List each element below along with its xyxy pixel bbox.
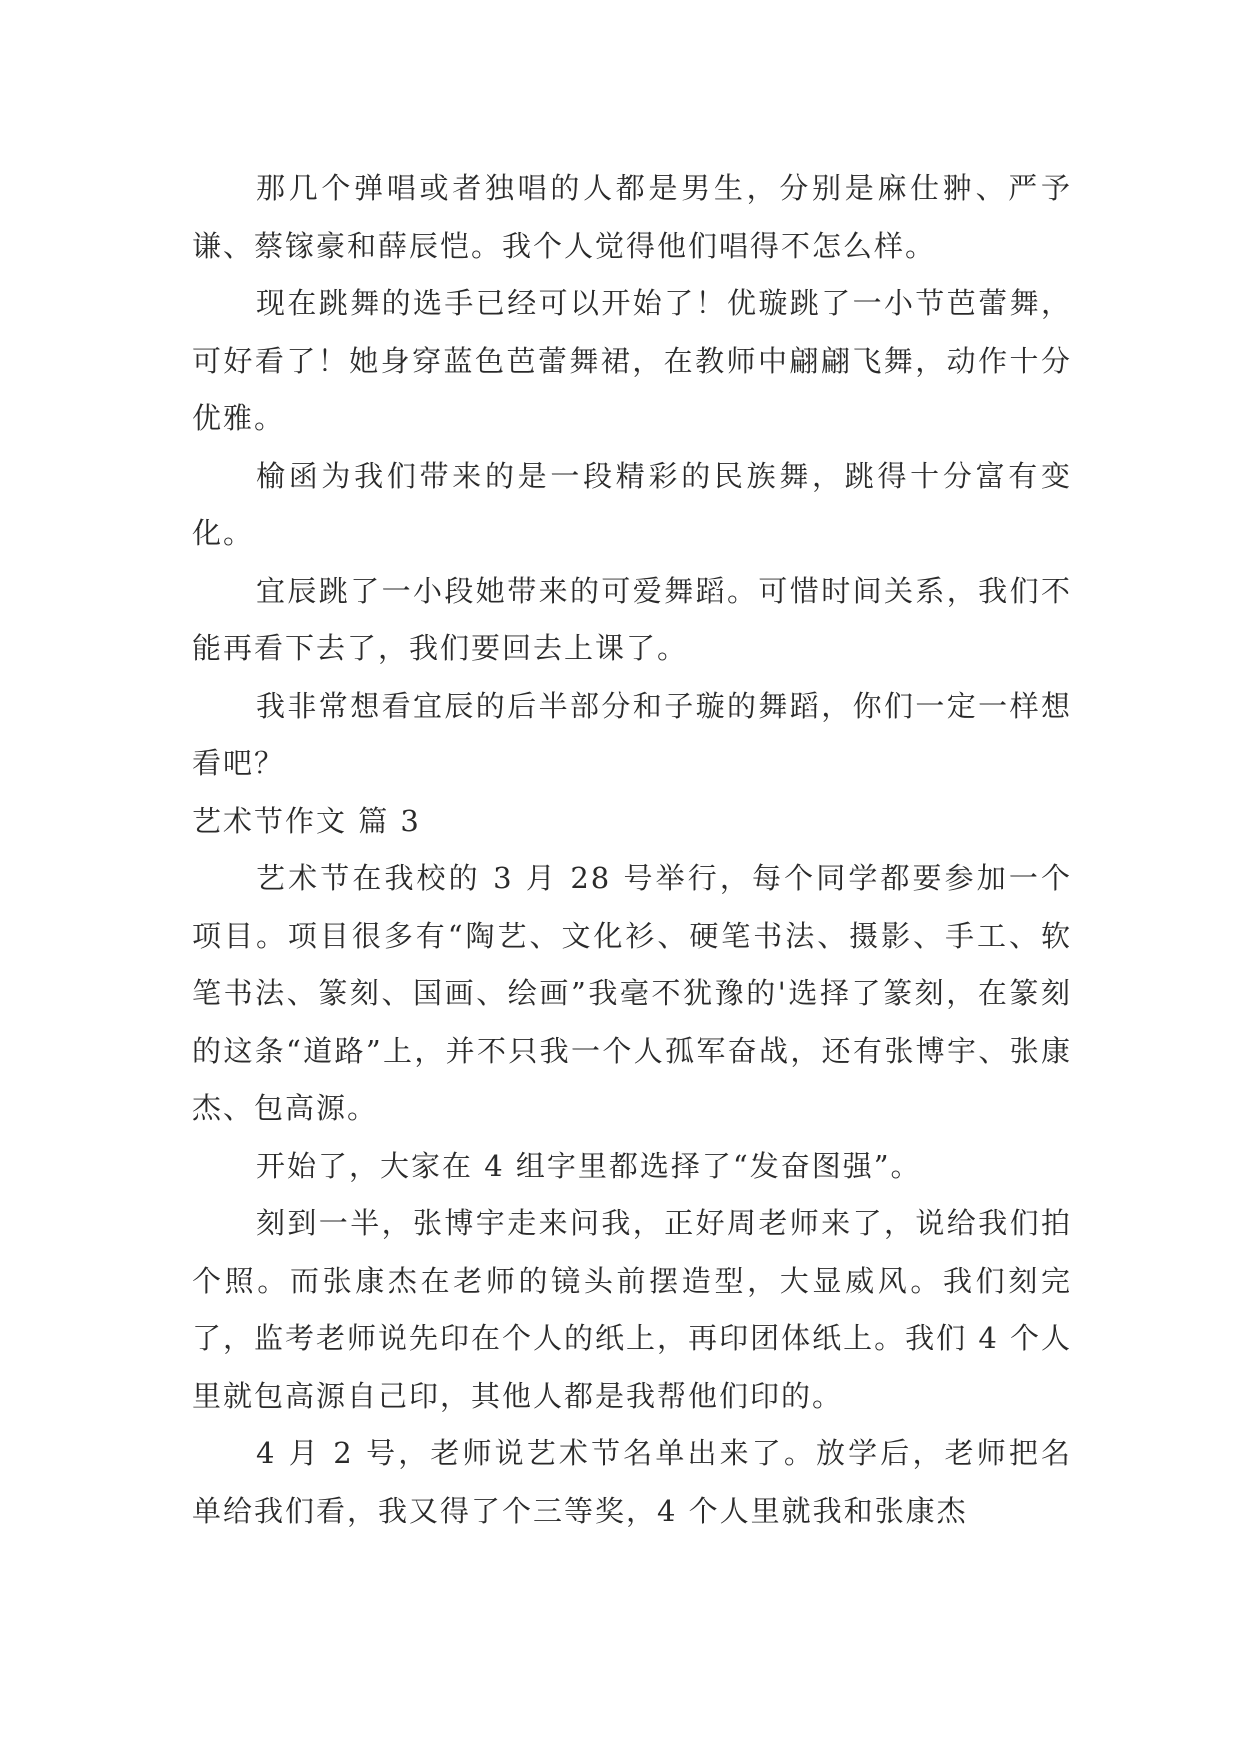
paragraph-ballet: 现在跳舞的选手已经可以开始了！优璇跳了一小节芭蕾舞，可好看了！她身穿蓝色芭蕾舞裙，在教师中翩翩飞舞，动作十分优雅。	[192, 286, 1072, 435]
paragraph-carving: 刻到一半，张博宇走来问我，正好周老师来了，说给我们拍个照。而张康杰在老师的镜头前摆造型，大显威风。我们刻完了，监考老师说先印在个人的纸上，再印团体纸上。我们 4 个人里就包高源自己印，其他人都是我帮他们印的。	[192, 1206, 1072, 1413]
paragraph-results: 4 月 2 号，老师说艺术节名单出来了。放学后，老师把名单给我们看，我又得了个三等奖，4 个人里就我和张康杰	[192, 1436, 1072, 1528]
paragraph-wish: 我非常想看宜辰的后半部分和子璇的舞蹈，你们一定一样想看吧？	[192, 688, 1072, 780]
document-body	[192, 160, 1072, 1540]
paragraph-art-festival: 艺术节在我校的 3 月 28 号举行，每个同学都要参加一个项目。项目很多有“陶艺、文化衫、硬笔书法、摄影、手工、软笔书法、篆刻、国画、绘画”我毫不犹豫的'选择了篆刻，在篆刻的这条“道路”上，并不只我一个人孤军奋战，还有张博宇、张康杰、包高源。	[192, 861, 1072, 1125]
section-heading: 艺术节作文 篇 3	[192, 803, 421, 838]
paragraph-yichen-dance: 宜辰跳了一小段她带来的可爱舞蹈。可惜时间关系，我们不能再看下去了，我们要回去上课了。	[192, 573, 1072, 665]
paragraph-folk-dance: 榆函为我们带来的是一段精彩的民族舞，跳得十分富有变化。	[192, 458, 1072, 550]
paragraph-start: 开始了，大家在 4 组字里都选择了“发奋图强”。	[256, 1148, 922, 1183]
paragraph-singers: 那几个弹唱或者独唱的人都是男生，分别是麻仕翀、严予谦、蔡镓豪和薛辰恺。我个人觉得他们唱得不怎么样。	[192, 171, 1072, 263]
